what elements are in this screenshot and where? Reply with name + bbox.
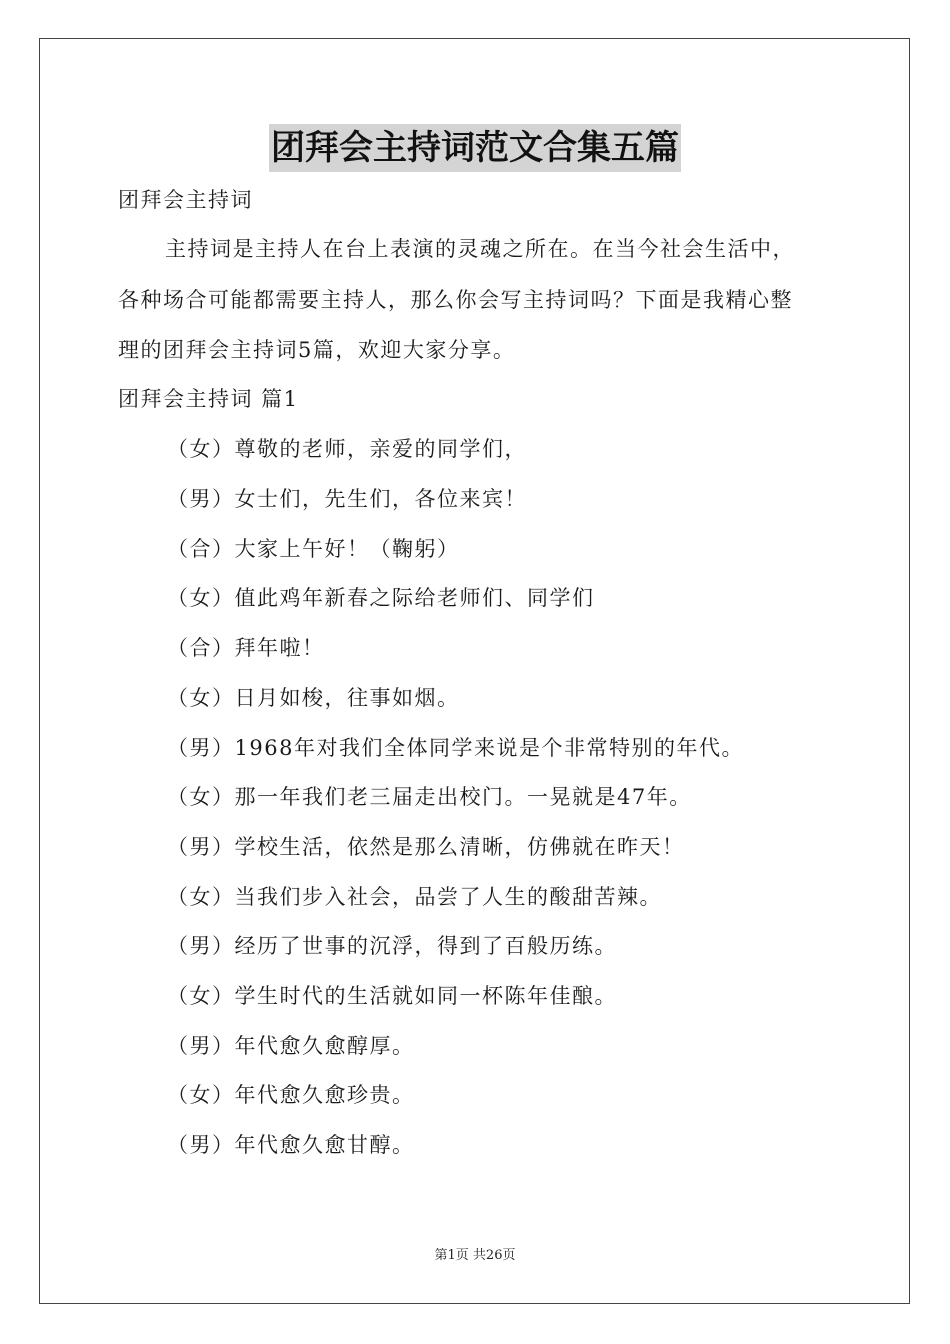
intro-line-3: 理的团拜会主持词5篇，欢迎大家分享。 bbox=[118, 338, 516, 362]
dialogue-line: （女）尊敬的老师，亲爱的同学们， bbox=[167, 437, 527, 461]
dialogue-line: （合）大家上午好！（鞠躬） bbox=[167, 537, 460, 561]
dialogue-line: （女）当我们步入社会，品尝了人生的酸甜苦辣。 bbox=[167, 885, 662, 909]
page-footer: 第1页 共26页 bbox=[434, 1248, 516, 1263]
page-border bbox=[39, 38, 910, 1304]
dialogue-line: （男）1968年对我们全体同学来说是个非常特别的年代。 bbox=[167, 736, 744, 760]
dialogue-line: （女）学生时代的生活就如同一杯陈年佳酿。 bbox=[167, 984, 617, 1008]
dialogue-line: （男）经历了世事的沉浮，得到了百般历练。 bbox=[167, 934, 617, 958]
dialogue-line: （合）拜年啦！ bbox=[167, 636, 325, 660]
intro-line-1: 主持词是主持人在台上表演的灵魂之所在。在当今社会生活中， bbox=[165, 237, 795, 261]
dialogue-line: （男）年代愈久愈醇厚。 bbox=[167, 1034, 415, 1058]
dialogue-line: （女）年代愈久愈珍贵。 bbox=[167, 1083, 415, 1107]
intro-line-2: 各种场合可能都需要主持人，那么你会写主持词吗？下面是我精心整 bbox=[118, 288, 793, 312]
section-heading: 团拜会主持词 篇1 bbox=[118, 387, 299, 411]
document-title: 团拜会主持词范文合集五篇 bbox=[269, 124, 681, 172]
dialogue-line: （女）值此鸡年新春之际给老师们、同学们 bbox=[167, 586, 595, 610]
document-subtitle: 团拜会主持词 bbox=[118, 188, 253, 212]
title-container bbox=[0, 124, 950, 172]
dialogue-line: （男）年代愈久愈甘醇。 bbox=[167, 1133, 415, 1157]
dialogue-line: （女）日月如梭，往事如烟。 bbox=[167, 686, 460, 710]
dialogue-line: （男）女士们，先生们，各位来宾！ bbox=[167, 487, 527, 511]
dialogue-line: （女）那一年我们老三届走出校门。一晃就是47年。 bbox=[167, 785, 692, 809]
dialogue-line: （男）学校生活，依然是那么清晰，仿佛就在昨天！ bbox=[167, 835, 685, 859]
